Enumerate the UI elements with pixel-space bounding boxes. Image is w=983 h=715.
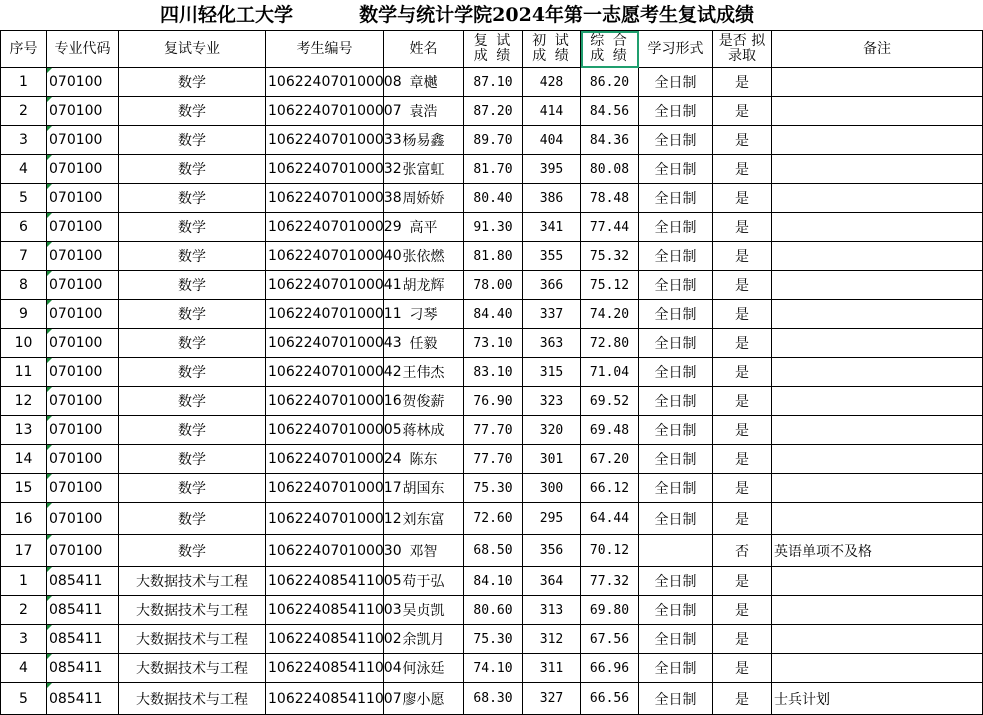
cell-total-score[interactable]: 75.32: [581, 242, 639, 271]
cell-name[interactable]: 杨易鑫: [384, 126, 464, 155]
cell-study-mode[interactable]: [639, 535, 713, 567]
cell-initial-score[interactable]: 311: [523, 654, 581, 683]
cell-retest-score[interactable]: 84.40: [464, 300, 523, 329]
cell-major-code[interactable]: 070100: [47, 474, 119, 503]
cell-initial-score[interactable]: 301: [523, 445, 581, 474]
cell-admitted[interactable]: 是: [713, 387, 772, 416]
cell-major-code[interactable]: 085411: [47, 683, 119, 715]
cell-name[interactable]: 余凯月: [384, 625, 464, 654]
cell-candidate-no[interactable]: 106224070100032: [266, 155, 384, 184]
cell-total-score[interactable]: 75.12: [581, 271, 639, 300]
cell-admitted[interactable]: 是: [713, 300, 772, 329]
cell-remarks[interactable]: [772, 271, 983, 300]
cell-initial-score[interactable]: 300: [523, 474, 581, 503]
cell-name[interactable]: 胡国东: [384, 474, 464, 503]
cell-major-code[interactable]: 070100: [47, 213, 119, 242]
cell-candidate-no[interactable]: 106224070100041: [266, 271, 384, 300]
cell-study-mode[interactable]: 全日制: [639, 625, 713, 654]
cell-remarks[interactable]: [772, 97, 983, 126]
header-study-mode[interactable]: 学习形式: [639, 31, 713, 68]
cell-candidate-no[interactable]: 106224070100040: [266, 242, 384, 271]
cell-major[interactable]: 大数据技术与工程: [119, 596, 266, 625]
cell-remarks[interactable]: [772, 625, 983, 654]
cell-major-code[interactable]: 070100: [47, 300, 119, 329]
cell-remarks[interactable]: [772, 329, 983, 358]
cell-retest-score[interactable]: 68.30: [464, 683, 523, 715]
cell-seq[interactable]: 10: [1, 329, 47, 358]
cell-retest-score[interactable]: 81.70: [464, 155, 523, 184]
table-row: [1, 300, 983, 329]
cell-initial-score[interactable]: 363: [523, 329, 581, 358]
cell-seq[interactable]: 16: [1, 503, 47, 535]
cell-candidate-no[interactable]: 106224085411003: [266, 596, 384, 625]
table-row: [1, 474, 983, 503]
cell-initial-score[interactable]: 366: [523, 271, 581, 300]
cell-study-mode[interactable]: 全日制: [639, 503, 713, 535]
cell-candidate-no[interactable]: 106224070100016: [266, 387, 384, 416]
cell-total-score[interactable]: 72.80: [581, 329, 639, 358]
cell-remarks[interactable]: [772, 387, 983, 416]
cell-candidate-no[interactable]: 106224085411002: [266, 625, 384, 654]
cell-retest-score[interactable]: 75.30: [464, 625, 523, 654]
table-row: [1, 567, 983, 596]
cell-seq[interactable]: 14: [1, 445, 47, 474]
table-row: [1, 184, 983, 213]
cell-retest-score[interactable]: 77.70: [464, 445, 523, 474]
cell-name[interactable]: 张富虹: [384, 155, 464, 184]
cell-initial-score[interactable]: 337: [523, 300, 581, 329]
cell-major[interactable]: 数学: [119, 503, 266, 535]
cell-seq[interactable]: 4: [1, 654, 47, 683]
cell-candidate-no[interactable]: 106224070100012: [266, 503, 384, 535]
cell-candidate-no[interactable]: 106224070100042: [266, 358, 384, 387]
cell-study-mode[interactable]: 全日制: [639, 68, 713, 97]
cell-seq[interactable]: 7: [1, 242, 47, 271]
cell-major[interactable]: 数学: [119, 358, 266, 387]
cell-major[interactable]: 大数据技术与工程: [119, 625, 266, 654]
cell-admitted[interactable]: 是: [713, 445, 772, 474]
cell-seq[interactable]: 1: [1, 567, 47, 596]
cell-major-code[interactable]: 085411: [47, 654, 119, 683]
cell-major-code[interactable]: 070100: [47, 445, 119, 474]
cell-admitted[interactable]: 是: [713, 358, 772, 387]
cell-name[interactable]: 周娇娇: [384, 184, 464, 213]
cell-initial-score[interactable]: 404: [523, 126, 581, 155]
cell-remarks[interactable]: 士兵计划: [772, 683, 983, 715]
table-row: [1, 503, 983, 535]
cell-name[interactable]: 袁浩: [384, 97, 464, 126]
cell-seq[interactable]: 11: [1, 358, 47, 387]
table-row: [1, 535, 983, 567]
cell-major[interactable]: 数学: [119, 213, 266, 242]
header-major[interactable]: 复试专业: [119, 31, 266, 68]
cell-study-mode[interactable]: 全日制: [639, 683, 713, 715]
cell-major[interactable]: 数学: [119, 445, 266, 474]
cell-name[interactable]: 刁琴: [384, 300, 464, 329]
cell-remarks[interactable]: [772, 503, 983, 535]
cell-initial-score[interactable]: 312: [523, 625, 581, 654]
cell-study-mode[interactable]: 全日制: [639, 184, 713, 213]
cell-admitted[interactable]: 是: [713, 474, 772, 503]
cell-total-score[interactable]: 69.80: [581, 596, 639, 625]
cell-major[interactable]: 数学: [119, 387, 266, 416]
cell-candidate-no[interactable]: 106224070100043: [266, 329, 384, 358]
cell-study-mode[interactable]: 全日制: [639, 97, 713, 126]
table-row: [1, 242, 983, 271]
cell-retest-score[interactable]: 74.10: [464, 654, 523, 683]
cell-initial-score[interactable]: 356: [523, 535, 581, 567]
cell-name[interactable]: 吴贞凯: [384, 596, 464, 625]
cell-study-mode[interactable]: 全日制: [639, 445, 713, 474]
cell-retest-score[interactable]: 75.30: [464, 474, 523, 503]
table-row: [1, 68, 983, 97]
cell-initial-score[interactable]: 428: [523, 68, 581, 97]
cell-total-score[interactable]: 69.48: [581, 416, 639, 445]
cell-study-mode[interactable]: 全日制: [639, 416, 713, 445]
cell-admitted[interactable]: 是: [713, 567, 772, 596]
cell-study-mode[interactable]: 全日制: [639, 567, 713, 596]
cell-candidate-no[interactable]: 106224070100005: [266, 416, 384, 445]
cell-major[interactable]: 数学: [119, 184, 266, 213]
cell-major[interactable]: 数学: [119, 155, 266, 184]
cell-major-code[interactable]: 070100: [47, 358, 119, 387]
cell-total-score[interactable]: 77.32: [581, 567, 639, 596]
cell-admitted[interactable]: 是: [713, 625, 772, 654]
cell-candidate-no[interactable]: 106224085411007: [266, 683, 384, 715]
cell-candidate-no[interactable]: 106224070100024: [266, 445, 384, 474]
cell-candidate-no[interactable]: 106224070100033: [266, 126, 384, 155]
cell-total-score[interactable]: 67.20: [581, 445, 639, 474]
cell-total-score[interactable]: 66.96: [581, 654, 639, 683]
cell-total-score[interactable]: 64.44: [581, 503, 639, 535]
cell-retest-score[interactable]: 89.70: [464, 126, 523, 155]
cell-remarks[interactable]: [772, 242, 983, 271]
document-title: [0, 0, 982, 30]
cell-admitted[interactable]: 是: [713, 242, 772, 271]
cell-study-mode[interactable]: 全日制: [639, 126, 713, 155]
cell-seq[interactable]: 8: [1, 271, 47, 300]
cell-major-code[interactable]: 085411: [47, 567, 119, 596]
cell-major[interactable]: 数学: [119, 242, 266, 271]
cell-study-mode[interactable]: 全日制: [639, 213, 713, 242]
cell-major[interactable]: 数学: [119, 68, 266, 97]
cell-initial-score[interactable]: 323: [523, 387, 581, 416]
cell-major-code[interactable]: 070100: [47, 184, 119, 213]
table-body: [1, 68, 983, 715]
header-initial-score[interactable]: 初 试 成 绩: [523, 31, 581, 68]
cell-name[interactable]: 廖小愿: [384, 683, 464, 715]
cell-total-score[interactable]: 67.56: [581, 625, 639, 654]
cell-name[interactable]: 张依燃: [384, 242, 464, 271]
cell-total-score[interactable]: 70.12: [581, 535, 639, 567]
cell-seq[interactable]: 3: [1, 625, 47, 654]
cell-major-code[interactable]: 070100: [47, 416, 119, 445]
cell-retest-score[interactable]: 76.90: [464, 387, 523, 416]
cell-remarks[interactable]: [772, 358, 983, 387]
header-admitted[interactable]: 是否 拟录取: [713, 31, 772, 68]
cell-remarks[interactable]: [772, 213, 983, 242]
cell-initial-score[interactable]: 313: [523, 596, 581, 625]
cell-remarks[interactable]: [772, 155, 983, 184]
cell-major-code[interactable]: 070100: [47, 387, 119, 416]
cell-major-code[interactable]: 085411: [47, 625, 119, 654]
cell-initial-score[interactable]: 414: [523, 97, 581, 126]
cell-seq[interactable]: 9: [1, 300, 47, 329]
table-row: [1, 126, 983, 155]
cell-retest-score[interactable]: 84.10: [464, 567, 523, 596]
cell-seq[interactable]: 12: [1, 387, 47, 416]
cell-initial-score[interactable]: 341: [523, 213, 581, 242]
cell-initial-score[interactable]: 364: [523, 567, 581, 596]
cell-initial-score[interactable]: 295: [523, 503, 581, 535]
cell-retest-score[interactable]: 80.60: [464, 596, 523, 625]
cell-admitted[interactable]: 是: [713, 184, 772, 213]
header-row: [1, 31, 983, 68]
cell-major-code[interactable]: 070100: [47, 97, 119, 126]
cell-candidate-no[interactable]: 106224070100029: [266, 213, 384, 242]
cell-remarks[interactable]: [772, 68, 983, 97]
cell-major[interactable]: 数学: [119, 97, 266, 126]
header-major-code[interactable]: 专业代码: [47, 31, 119, 68]
header-candidate-no[interactable]: 考生编号: [266, 31, 384, 68]
cell-total-score[interactable]: 84.56: [581, 97, 639, 126]
cell-study-mode[interactable]: 全日制: [639, 654, 713, 683]
cell-initial-score[interactable]: 315: [523, 358, 581, 387]
table-row: [1, 654, 983, 683]
cell-retest-score[interactable]: 73.10: [464, 329, 523, 358]
cell-major[interactable]: 数学: [119, 474, 266, 503]
cell-admitted[interactable]: 是: [713, 97, 772, 126]
cell-retest-score[interactable]: 80.40: [464, 184, 523, 213]
cell-major[interactable]: 大数据技术与工程: [119, 654, 266, 683]
cell-name[interactable]: 刘东富: [384, 503, 464, 535]
cell-admitted[interactable]: 是: [713, 68, 772, 97]
cell-major-code[interactable]: 070100: [47, 271, 119, 300]
table-row: [1, 329, 983, 358]
cell-remarks[interactable]: [772, 416, 983, 445]
cell-total-score[interactable]: 66.12: [581, 474, 639, 503]
cell-study-mode[interactable]: 全日制: [639, 358, 713, 387]
cell-total-score[interactable]: 77.44: [581, 213, 639, 242]
cell-major[interactable]: 数学: [119, 126, 266, 155]
cell-name[interactable]: 何泳廷: [384, 654, 464, 683]
cell-major[interactable]: 大数据技术与工程: [119, 683, 266, 715]
header-seq[interactable]: 序号: [1, 31, 47, 68]
cell-retest-score[interactable]: 81.80: [464, 242, 523, 271]
cell-major[interactable]: 数学: [119, 416, 266, 445]
cell-candidate-no[interactable]: 106224070100017: [266, 474, 384, 503]
cell-study-mode[interactable]: 全日制: [639, 300, 713, 329]
cell-major[interactable]: 数学: [119, 271, 266, 300]
cell-admitted[interactable]: 是: [713, 213, 772, 242]
cell-major-code[interactable]: 070100: [47, 68, 119, 97]
cell-candidate-no[interactable]: 106224070100011: [266, 300, 384, 329]
title-subject: 数学与统计学院2024年第一志愿考生复试成绩: [359, 4, 755, 26]
cell-candidate-no[interactable]: 106224070100008: [266, 68, 384, 97]
cell-remarks[interactable]: [772, 474, 983, 503]
table-row: [1, 155, 983, 184]
cell-initial-score[interactable]: 320: [523, 416, 581, 445]
cell-study-mode[interactable]: 全日制: [639, 271, 713, 300]
cell-major[interactable]: 数学: [119, 329, 266, 358]
header-total-score[interactable]: 综 合 成 绩: [581, 31, 639, 68]
cell-total-score[interactable]: 69.52: [581, 387, 639, 416]
cell-initial-score[interactable]: 386: [523, 184, 581, 213]
cell-remarks[interactable]: [772, 567, 983, 596]
table-row: [1, 445, 983, 474]
cell-initial-score[interactable]: 395: [523, 155, 581, 184]
cell-major-code[interactable]: 070100: [47, 535, 119, 567]
cell-name[interactable]: 蒋林成: [384, 416, 464, 445]
cell-study-mode[interactable]: 全日制: [639, 242, 713, 271]
cell-retest-score[interactable]: 78.00: [464, 271, 523, 300]
cell-candidate-no[interactable]: 106224085411004: [266, 654, 384, 683]
cell-seq[interactable]: 5: [1, 184, 47, 213]
cell-major-code[interactable]: 070100: [47, 242, 119, 271]
cell-total-score[interactable]: 84.36: [581, 126, 639, 155]
cell-admitted[interactable]: 是: [713, 416, 772, 445]
cell-admitted[interactable]: 是: [713, 683, 772, 715]
cell-seq[interactable]: 2: [1, 596, 47, 625]
cell-retest-score[interactable]: 72.60: [464, 503, 523, 535]
cell-admitted[interactable]: 是: [713, 271, 772, 300]
cell-remarks[interactable]: [772, 596, 983, 625]
cell-study-mode[interactable]: 全日制: [639, 155, 713, 184]
cell-name[interactable]: 贺俊薪: [384, 387, 464, 416]
cell-major[interactable]: 数学: [119, 300, 266, 329]
title-university: 四川轻化工大学: [160, 4, 294, 26]
cell-remarks[interactable]: [772, 184, 983, 213]
table-row: [1, 416, 983, 445]
table-row: [1, 625, 983, 654]
cell-major[interactable]: 大数据技术与工程: [119, 567, 266, 596]
cell-name[interactable]: 高平: [384, 213, 464, 242]
cell-candidate-no[interactable]: 106224070100007: [266, 97, 384, 126]
cell-retest-score[interactable]: 87.20: [464, 97, 523, 126]
cell-total-score[interactable]: 78.48: [581, 184, 639, 213]
cell-total-score[interactable]: 74.20: [581, 300, 639, 329]
cell-candidate-no[interactable]: 106224070100038: [266, 184, 384, 213]
cell-total-score[interactable]: 71.04: [581, 358, 639, 387]
table-row: [1, 387, 983, 416]
cell-initial-score[interactable]: 355: [523, 242, 581, 271]
header-retest-score[interactable]: 复 试 成 绩: [464, 31, 523, 68]
cell-retest-score[interactable]: 68.50: [464, 535, 523, 567]
cell-candidate-no[interactable]: 106224085411005: [266, 567, 384, 596]
cell-study-mode[interactable]: 全日制: [639, 474, 713, 503]
cell-seq[interactable]: 17: [1, 535, 47, 567]
cell-admitted[interactable]: 是: [713, 654, 772, 683]
cell-admitted[interactable]: 是: [713, 155, 772, 184]
cell-major[interactable]: 数学: [119, 535, 266, 567]
results-table: [0, 30, 983, 715]
table-row: [1, 97, 983, 126]
cell-seq[interactable]: 6: [1, 213, 47, 242]
cell-admitted[interactable]: 是: [713, 596, 772, 625]
cell-name[interactable]: 王伟杰: [384, 358, 464, 387]
cell-major-code[interactable]: 070100: [47, 155, 119, 184]
cell-name[interactable]: 苟于弘: [384, 567, 464, 596]
table-row: [1, 213, 983, 242]
cell-major-code[interactable]: 070100: [47, 503, 119, 535]
cell-admitted[interactable]: 是: [713, 503, 772, 535]
cell-seq[interactable]: 15: [1, 474, 47, 503]
cell-seq[interactable]: 3: [1, 126, 47, 155]
cell-remarks[interactable]: 英语单项不及格: [772, 535, 983, 567]
cell-major-code[interactable]: 070100: [47, 329, 119, 358]
cell-remarks[interactable]: [772, 126, 983, 155]
header-name[interactable]: 姓名: [384, 31, 464, 68]
cell-retest-score[interactable]: 87.10: [464, 68, 523, 97]
cell-seq[interactable]: 2: [1, 97, 47, 126]
cell-admitted[interactable]: 是: [713, 329, 772, 358]
table-row: [1, 358, 983, 387]
table-row: [1, 596, 983, 625]
cell-major-code[interactable]: 085411: [47, 596, 119, 625]
cell-retest-score[interactable]: 77.70: [464, 416, 523, 445]
cell-study-mode[interactable]: 全日制: [639, 387, 713, 416]
cell-seq[interactable]: 13: [1, 416, 47, 445]
cell-major-code[interactable]: 070100: [47, 126, 119, 155]
cell-admitted[interactable]: 是: [713, 126, 772, 155]
cell-retest-score[interactable]: 91.30: [464, 213, 523, 242]
cell-total-score[interactable]: 86.20: [581, 68, 639, 97]
cell-name[interactable]: 陈东: [384, 445, 464, 474]
cell-admitted[interactable]: 否: [713, 535, 772, 567]
cell-total-score[interactable]: 80.08: [581, 155, 639, 184]
table-row: [1, 271, 983, 300]
cell-seq[interactable]: 5: [1, 683, 47, 715]
cell-initial-score[interactable]: 327: [523, 683, 581, 715]
cell-remarks[interactable]: [772, 654, 983, 683]
header-remarks[interactable]: 备注: [772, 31, 983, 68]
cell-name[interactable]: 邓智: [384, 535, 464, 567]
cell-remarks[interactable]: [772, 300, 983, 329]
cell-seq[interactable]: 1: [1, 68, 47, 97]
cell-name[interactable]: 胡龙辉: [384, 271, 464, 300]
cell-seq[interactable]: 4: [1, 155, 47, 184]
cell-remarks[interactable]: [772, 445, 983, 474]
cell-study-mode[interactable]: 全日制: [639, 329, 713, 358]
cell-candidate-no[interactable]: 106224070100030: [266, 535, 384, 567]
cell-study-mode[interactable]: 全日制: [639, 596, 713, 625]
cell-total-score[interactable]: 66.56: [581, 683, 639, 715]
table-row: [1, 683, 983, 715]
cell-retest-score[interactable]: 83.10: [464, 358, 523, 387]
cell-name[interactable]: 任毅: [384, 329, 464, 358]
cell-name[interactable]: 章樾: [384, 68, 464, 97]
